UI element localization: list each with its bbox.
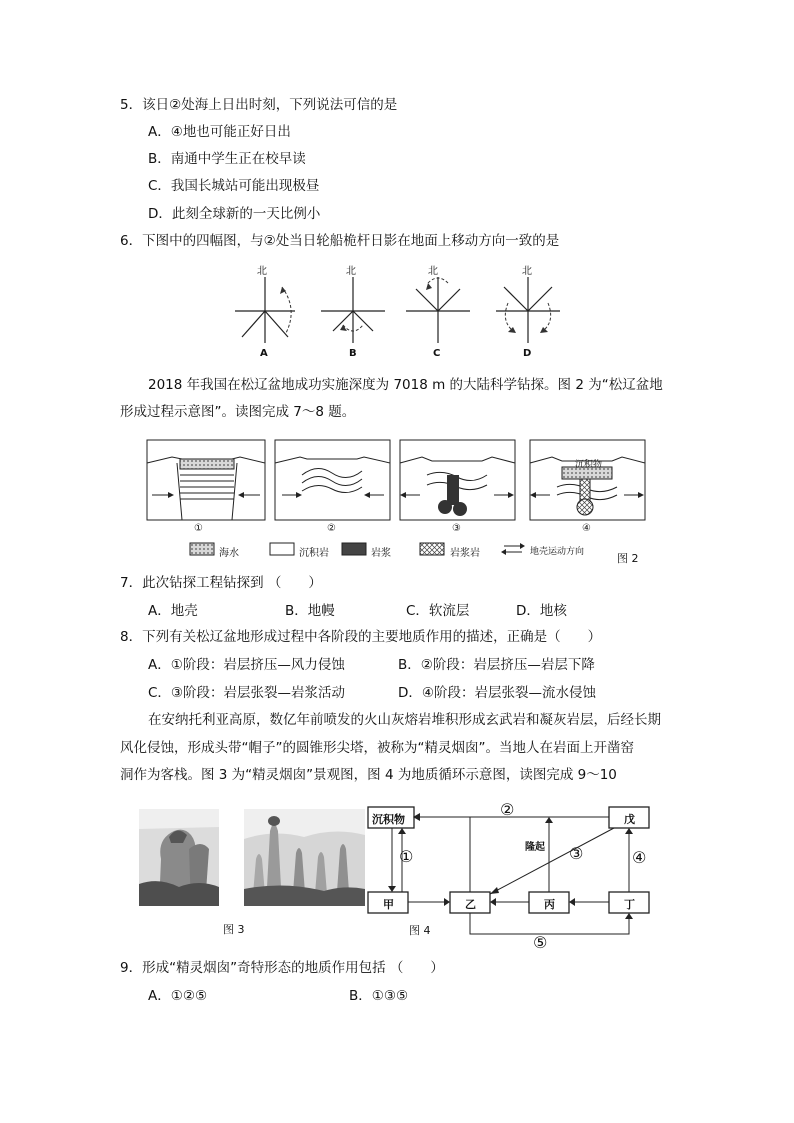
q8-option-d: D．④阶段：岩层张裂—流水侵蚀 <box>398 685 596 701</box>
q8-stem: 8．下列有关松辽盆地形成过程中各阶段的主要地质作用的描述，正确是（ ） <box>120 629 602 645</box>
box-bing-label: 丙 <box>544 898 555 911</box>
stage-3-label: ③ <box>452 523 461 534</box>
arrow-label-4: ④ <box>632 848 647 867</box>
figure-2-caption: 图 2 <box>617 552 639 565</box>
legend-crust-motion: 地壳运动方向 <box>530 547 585 557</box>
north-label-c: 北 <box>428 266 438 277</box>
q5-stem: 5．该日②处海上日出时刻，下列说法可信的是 <box>120 97 398 113</box>
q8-option-a: A．①阶段：岩层挤压—风力侵蚀 <box>148 657 345 673</box>
legend-sedimentary: 沉积岩 <box>299 548 329 559</box>
intro-9-10-line3: 洞作为客栈。图 3 为“精灵烟囱”景观图，图 4 为地质循环示意图，读图完成 9～10 <box>120 767 617 783</box>
diagram-label-a: A <box>260 348 268 359</box>
q9-stem: 9．形成“精灵烟囱”奇特形态的地质作用包括 （ ） <box>120 960 444 976</box>
q7-option-b: B．地幔 <box>285 603 335 619</box>
box-wu-label: 戊 <box>624 813 635 826</box>
box-yi-label: 乙 <box>465 898 476 911</box>
box-jia-label: 甲 <box>383 898 394 911</box>
north-label-d: 北 <box>522 266 532 277</box>
intro-9-10-line1: 在安纳托利亚高原，数亿年前喷发的火山灰熔岩堆积形成玄武岩和凝灰岩层，后经长期 <box>148 712 661 728</box>
q8-option-b: B．②阶段：岩层挤压—岩层下降 <box>398 657 595 673</box>
stage-1-label: ① <box>194 523 203 534</box>
arrow-label-2: ② <box>500 800 515 819</box>
intro-7-8-line2: 形成过程示意图”。读图完成 7～8 题。 <box>120 404 356 420</box>
figure-3-caption: 图 3 <box>223 923 245 936</box>
figure-4-caption: 图 4 <box>409 924 431 937</box>
q7-option-a: A．地壳 <box>148 603 198 619</box>
q5-option-a: A．④地也可能正好日出 <box>148 124 291 140</box>
fairy-chimney-photo-1 <box>139 809 219 906</box>
q6-stem: 6．下图中的四幅图，与②处当日轮船桅杆日影在地面上移动方向一致的是 <box>120 233 560 249</box>
legend-swatch-magma <box>342 543 366 555</box>
legend-igneous: 岩浆岩 <box>450 548 480 559</box>
shadow-diagram-c <box>404 275 474 345</box>
shadow-diagram-b <box>318 275 388 345</box>
stage-4 <box>530 440 645 520</box>
box-sediment-label: 沉积物 <box>372 813 405 826</box>
q7-option-d: D．地核 <box>516 603 567 619</box>
q7-option-c: C．软流层 <box>406 603 470 619</box>
legend-swatch-igneous <box>420 543 444 555</box>
north-label-b: 北 <box>346 266 356 277</box>
arrow-label-5: ⑤ <box>533 933 548 952</box>
box-ding-label: 丁 <box>624 898 635 911</box>
q5-option-d: D．此刻全球新的一天比例小 <box>148 206 321 222</box>
legend-seawater: 海水 <box>219 548 239 559</box>
stage-3 <box>400 440 515 520</box>
q5-option-c: C．我国长城站可能出现极昼 <box>148 178 320 194</box>
intro-9-10-line2: 风化侵蚀，形成头带“帽子”的圆锥形尖塔，被称为“精灵烟囱”。当地人在岩面上开凿窑 <box>120 740 634 756</box>
q9-option-a: A．①②⑤ <box>148 988 208 1004</box>
stage-4-label: ④ <box>582 523 591 534</box>
diagram-label-c: C <box>433 348 441 359</box>
stage-1 <box>147 440 265 520</box>
shadow-diagram-d <box>494 275 564 345</box>
diagram-label-d: D <box>523 348 532 359</box>
intro-7-8-line1: 2018 年我国在松辽盆地成功实施深度为 7018 m 的大陆科学钻探。图 2 为“松辽盆地 <box>148 377 663 393</box>
diagram-label-b: B <box>349 348 357 359</box>
legend-swatch-sedimentary <box>270 543 294 555</box>
north-label-a: 北 <box>257 266 267 277</box>
q8-option-c: C．③阶段：岩层张裂—岩浆活动 <box>148 685 346 701</box>
arrow-label-3: ③ <box>569 844 584 863</box>
stage-2 <box>275 440 390 520</box>
arrow-label-1: ① <box>399 847 414 866</box>
legend-magma: 岩浆 <box>371 548 391 559</box>
fairy-chimney-photo-2 <box>244 809 365 906</box>
legend-arrow-icon <box>501 543 525 555</box>
sediment-label: 沉积物 <box>575 460 603 470</box>
legend-swatch-seawater <box>190 543 214 555</box>
q9-option-b: B．①③⑤ <box>349 988 409 1004</box>
shadow-diagram-a <box>230 275 300 345</box>
stage-2-label: ② <box>327 523 336 534</box>
q5-option-b: B．南通中学生正在校早读 <box>148 151 306 167</box>
q7-stem: 7．此次钻探工程钻探到 （ ） <box>120 575 322 591</box>
uplift-label: 隆起 <box>525 842 545 853</box>
